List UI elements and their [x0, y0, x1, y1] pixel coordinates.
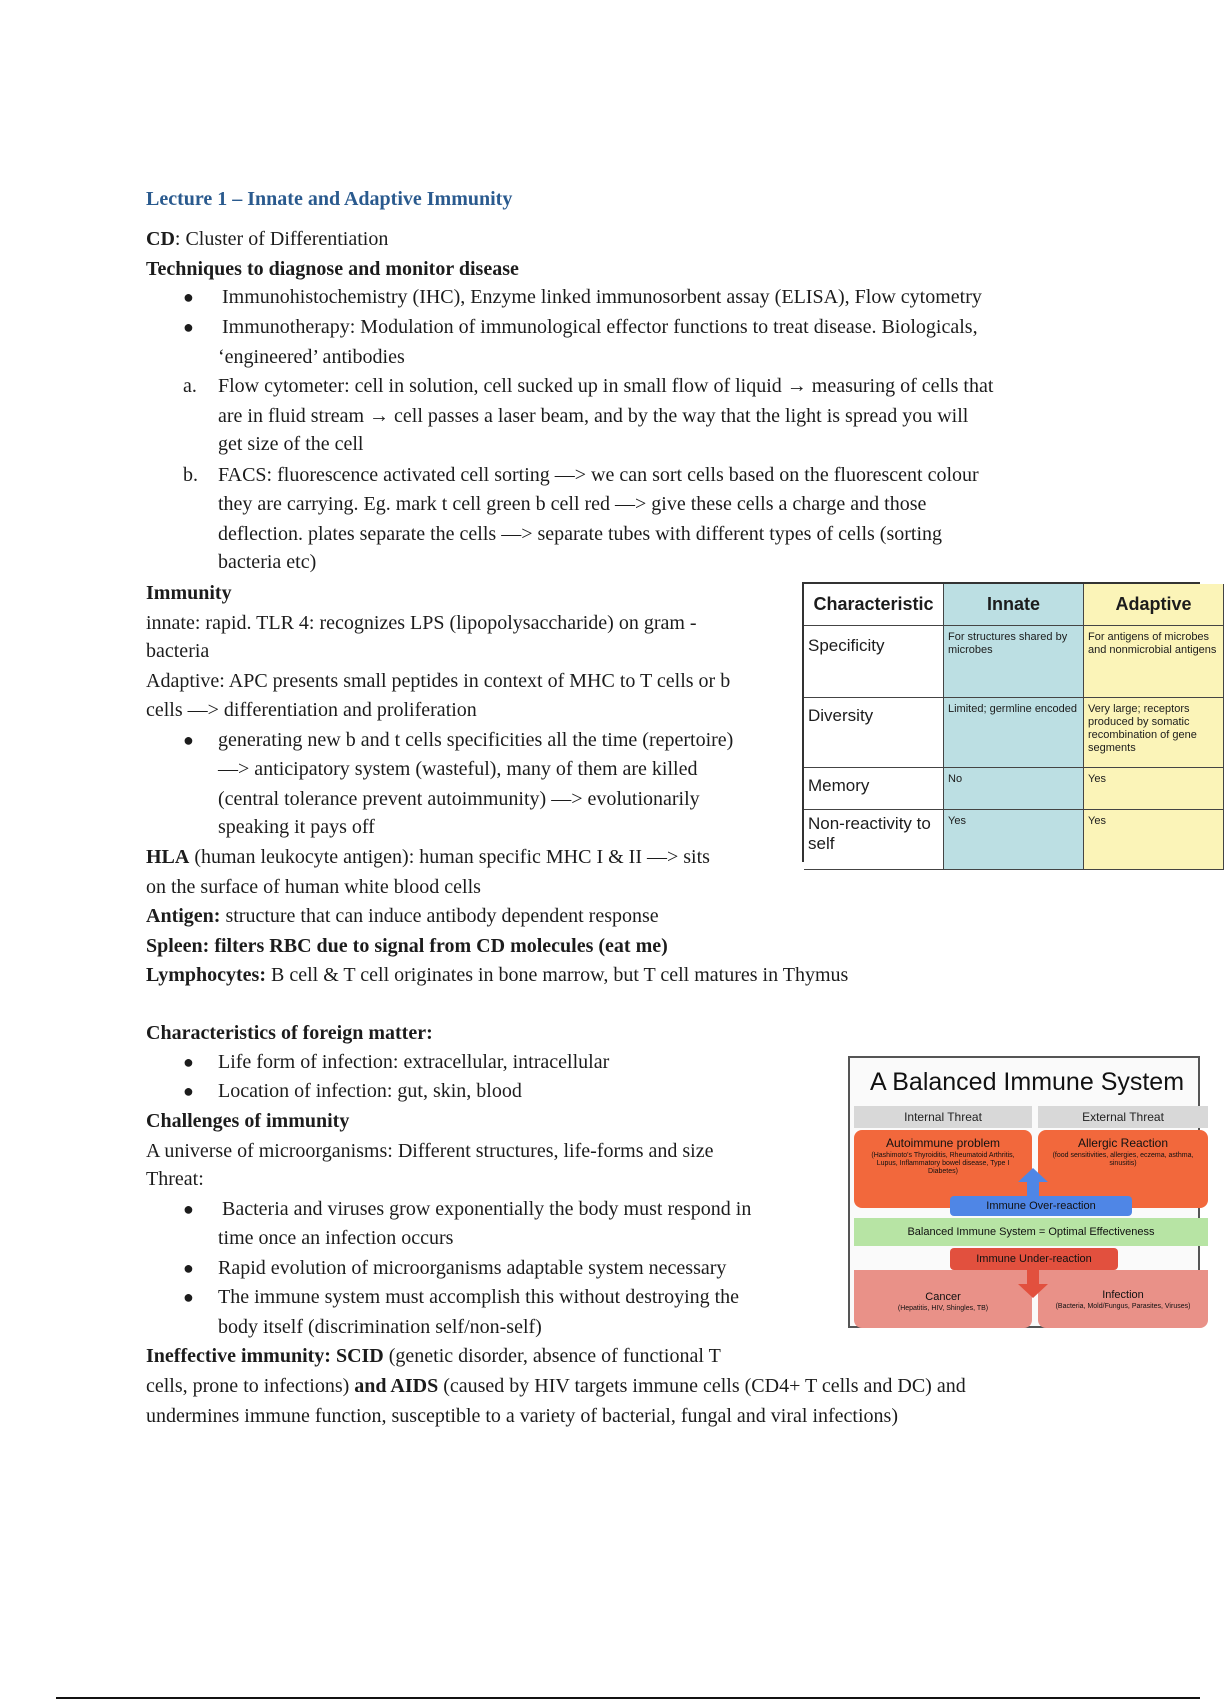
page-title: Lecture 1 – Innate and Adaptive Immunity	[146, 188, 513, 210]
bullet-dot: ●	[183, 1287, 194, 1307]
item-b-line-3: deflection. plates separate the cells —> separate tubes with different types of cells (sorting	[218, 523, 942, 545]
lymphocytes-line	[146, 962, 848, 988]
bottom-rule	[56, 1697, 1200, 1699]
cd-text: : Cluster of Differentiation	[174, 228, 389, 250]
technique-bullet-2-cont: ‘engineered’ antibodies	[218, 346, 405, 368]
cancer-label: Cancer	[925, 1291, 961, 1303]
bullet-dot: ●	[183, 287, 194, 307]
table-cell-innate: Limited; germline encoded	[944, 698, 1084, 768]
under-reaction-bar: Immune Under-reaction	[950, 1248, 1118, 1270]
technique-bullet-1: Immunohistochemistry (IHC), Enzyme linked immunosorbent assay (ELISA), Flow cytometry	[222, 286, 982, 308]
table-cell-adaptive: Very large; receptors produced by somatic recombination of gene segments	[1084, 698, 1224, 768]
external-threat-label: External Threat	[1038, 1106, 1208, 1128]
cancer-examples: (Hepatitis, HIV, Shingles, TB)	[897, 1305, 989, 1312]
antigen-text: structure that can induce antibody dependent response	[220, 905, 659, 927]
up-arrow-icon	[1018, 1168, 1048, 1196]
infection-label: Infection	[1102, 1289, 1144, 1301]
cd-label: CD	[146, 228, 175, 250]
hla-line	[146, 844, 710, 870]
table-cell-innate: No	[944, 768, 1084, 810]
table-cell-adaptive: Yes	[1084, 810, 1224, 870]
item-a-line-2: are in fluid stream → cell passes a laser beam, and by the way that the light is spread you will	[218, 405, 969, 427]
lymphocytes-text: B cell & T cell originates in bone marrow, but T cell matures in Thymus	[266, 964, 849, 986]
challenges-line-1: A universe of microorganisms: Different structures, life-forms and size	[146, 1140, 714, 1162]
hla-text: (human leukocyte antigen): human specific MHC I & II —> sits	[189, 846, 710, 868]
immunity-bullet-line-2: —> anticipatory system (wasteful), many of them are killed	[218, 758, 698, 780]
hla-label: HLA	[146, 846, 190, 868]
table-cell-innate: For structures shared by microbes	[944, 626, 1084, 698]
bullet-dot: ●	[183, 1052, 194, 1072]
autoimmune-label: Autoimmune problem	[885, 1136, 1001, 1150]
challenges-heading: Challenges of immunity	[146, 1110, 350, 1132]
table-cell-innate: Yes	[944, 810, 1084, 870]
immunity-bullet-line-3: (central tolerance prevent autoimmunity) —> evolutionarily	[218, 788, 700, 810]
techniques-heading: Techniques to diagnose and monitor disease	[146, 258, 519, 280]
table-cell-adaptive: For antigens of microbes and nonmicrobial antigens	[1084, 626, 1224, 698]
foreign-bullet-1: Life form of infection: extracellular, intracellular	[218, 1051, 610, 1073]
item-a-line-3: get size of the cell	[218, 433, 364, 455]
ineffective-line-3: undermines immune function, susceptible to a variety of bacterial, fungal and viral infections)	[146, 1405, 898, 1427]
table-row-label: Diversity	[804, 698, 944, 768]
item-b-line-2: they are carrying. Eg. mark t cell green b cell red —> give these cells a charge and those	[218, 493, 927, 515]
cd-line	[146, 226, 388, 252]
down-arrow-icon	[1018, 1270, 1048, 1298]
immunity-bullet-line-4: speaking it pays off	[218, 816, 375, 838]
threat-bullet-2: Rapid evolution of microorganisms adaptable system necessary	[218, 1257, 727, 1279]
threat-bullet-3-line-2: body itself (discrimination self/non-self)	[218, 1316, 542, 1338]
threat-bullet-3-line-1: The immune system must accomplish this without destroying the	[218, 1286, 740, 1308]
immunity-line-4: cells —> differentiation and proliferation	[146, 699, 477, 721]
item-b-line-1: FACS: fluorescence activated cell sorting —> we can sort cells based on the fluorescent colour	[218, 464, 979, 486]
cancer-box	[854, 1270, 1032, 1328]
immunity-heading: Immunity	[146, 582, 232, 604]
ineffective-text-1: (genetic disorder, absence of functional T	[383, 1345, 721, 1367]
hla-line-2: on the surface of human white blood cells	[146, 876, 481, 898]
technique-bullet-2: Immunotherapy: Modulation of immunological effector functions to treat disease. Biologicals,	[222, 316, 978, 338]
bullet-dot: ●	[183, 1199, 194, 1219]
allergic-examples: (food sensitivities, allergies, eczema, asthma, sinusitis)	[1052, 1152, 1194, 1167]
ineffective-line-2	[146, 1373, 966, 1399]
spleen-line: Spleen: filters RBC due to signal from CD molecules (eat me)	[146, 935, 668, 957]
item-a-line-1: Flow cytometer: cell in solution, cell sucked up in small flow of liquid → measuring of cells that	[218, 375, 994, 397]
bullet-dot: ●	[183, 1081, 194, 1101]
ineffective-label: Ineffective immunity: SCID	[146, 1345, 384, 1367]
challenges-line-2: Threat:	[146, 1168, 204, 1190]
immunity-line-2: bacteria	[146, 640, 210, 662]
innate-adaptive-table	[802, 582, 1217, 862]
immunity-bullet-line-1: generating new b and t cells specificities all the time (repertoire)	[218, 729, 734, 751]
immunity-line-3: Adaptive: APC presents small peptides in context of MHC to T cells or b	[146, 670, 731, 692]
autoimmune-examples: (Hashimoto's Thyroiditis, Rheumatoid Arthritis, Lupus, Inflammatory bowel disease, Type I Diabetes)	[871, 1152, 1015, 1175]
item-b-marker: b.	[183, 464, 198, 486]
infection-examples: (Bacteria, Mold/Fungus, Parasites, Viruses)	[1055, 1303, 1191, 1310]
diagram-title: A Balanced Immune System	[870, 1068, 1185, 1096]
item-a-marker: a.	[183, 375, 197, 397]
bullet-dot: ●	[183, 1258, 194, 1278]
threat-bullet-1-line-2: time once an infection occurs	[218, 1227, 454, 1249]
antigen-line	[146, 903, 659, 929]
table-header-adaptive: Adaptive	[1084, 584, 1224, 626]
table-header-characteristic: Characteristic	[804, 584, 944, 626]
immunity-line-1: innate: rapid. TLR 4: recognizes LPS (lipopolysaccharide) on gram -	[146, 612, 697, 634]
ineffective-line-1	[146, 1343, 721, 1369]
balanced-band: Balanced Immune System = Optimal Effectiveness	[854, 1218, 1208, 1246]
allergic-label: Allergic Reaction	[1077, 1136, 1169, 1150]
table-row-label: Non-reactivity to self	[804, 810, 944, 870]
table-cell-adaptive: Yes	[1084, 768, 1224, 810]
bullet-dot: ●	[183, 730, 194, 750]
foreign-heading: Characteristics of foreign matter:	[146, 1022, 433, 1044]
ineffective-text-2b: (caused by HIV targets immune cells (CD4+ T cells and DC) and	[438, 1375, 966, 1397]
internal-threat-label: Internal Threat	[854, 1106, 1032, 1128]
table-header-innate: Innate	[944, 584, 1084, 626]
foreign-bullet-2: Location of infection: gut, skin, blood	[218, 1080, 522, 1102]
infection-box	[1038, 1270, 1208, 1328]
over-reaction-bar: Immune Over-reaction	[950, 1196, 1132, 1216]
bullet-dot: ●	[183, 317, 194, 337]
table-row-label: Memory	[804, 768, 944, 810]
lymphocytes-label: Lymphocytes:	[146, 964, 266, 986]
balanced-immune-diagram	[848, 1056, 1200, 1328]
antigen-label: Antigen:	[146, 905, 221, 927]
ineffective-aids-label: and AIDS	[354, 1375, 439, 1397]
ineffective-text-2a: cells, prone to infections)	[146, 1375, 355, 1397]
item-b-line-4: bacteria etc)	[218, 551, 317, 573]
table-row-label: Specificity	[804, 626, 944, 698]
threat-bullet-1-line-1: Bacteria and viruses grow exponentially the body must respond in	[222, 1198, 752, 1220]
